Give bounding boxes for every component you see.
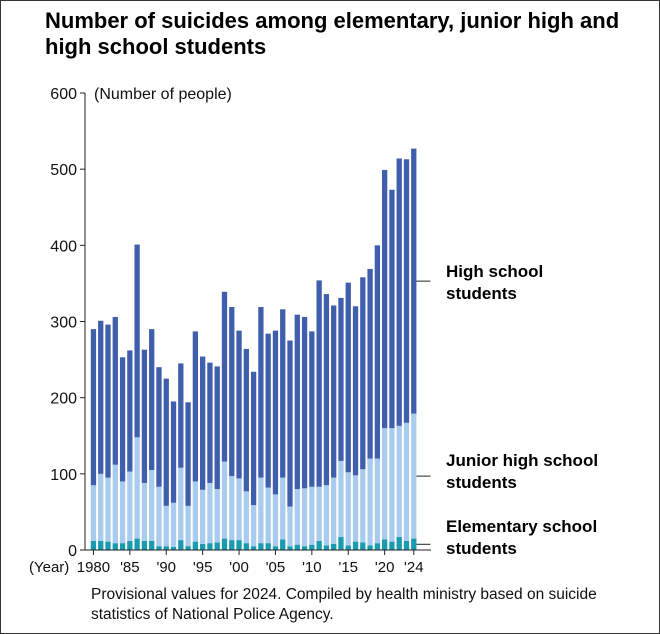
bar-high-school-2011 bbox=[316, 280, 321, 486]
y-tick-label-100: 100 bbox=[50, 466, 77, 484]
bar-high-school-1990 bbox=[164, 379, 169, 506]
bar-high-school-2012 bbox=[324, 294, 329, 485]
bar-junior-high-1988 bbox=[149, 470, 154, 541]
bar-elementary-2013 bbox=[331, 544, 336, 550]
y-tick-label-0: 0 bbox=[68, 543, 77, 560]
series-label-high-school-line-2: students bbox=[446, 284, 517, 303]
bar-high-school-1997 bbox=[215, 366, 220, 489]
bar-high-school-1980 bbox=[91, 329, 96, 485]
bar-junior-high-2010 bbox=[309, 487, 314, 545]
bar-elementary-1993 bbox=[185, 546, 190, 550]
bar-junior-high-1996 bbox=[207, 483, 212, 543]
bar-elementary-1986 bbox=[134, 539, 139, 550]
bar-elementary-2021 bbox=[389, 542, 394, 550]
bar-elementary-2009 bbox=[302, 546, 307, 550]
bar-junior-high-1997 bbox=[215, 489, 220, 542]
bar-elementary-2024 bbox=[411, 539, 416, 550]
bar-elementary-2019 bbox=[375, 543, 380, 550]
bar-junior-high-1998 bbox=[222, 462, 227, 539]
bar-high-school-2016 bbox=[353, 306, 358, 475]
bar-junior-high-2011 bbox=[316, 487, 321, 541]
bar-junior-high-2014 bbox=[338, 461, 343, 537]
bar-junior-high-2021 bbox=[389, 428, 394, 541]
bar-junior-high-1984 bbox=[120, 481, 125, 543]
bar-elementary-1987 bbox=[142, 541, 147, 550]
series-label-junior-high-line-1: Junior high school bbox=[446, 451, 599, 470]
bar-elementary-1998 bbox=[222, 539, 227, 550]
bar-junior-high-2002 bbox=[251, 505, 256, 546]
bar-elementary-1999 bbox=[229, 540, 234, 550]
bar-junior-high-1989 bbox=[156, 487, 161, 546]
bar-junior-high-2017 bbox=[360, 469, 365, 542]
bars-group bbox=[91, 149, 417, 550]
y-tick-label-400: 400 bbox=[50, 238, 77, 256]
y-axis-unit-label: (Number of people) bbox=[94, 86, 232, 103]
bar-high-school-1993 bbox=[185, 402, 190, 506]
bar-junior-high-2008 bbox=[295, 489, 300, 545]
bar-high-school-2013 bbox=[331, 306, 336, 478]
bar-junior-high-2000 bbox=[236, 478, 241, 540]
bar-junior-high-2003 bbox=[258, 478, 263, 544]
bar-junior-high-1994 bbox=[193, 481, 198, 541]
bar-elementary-1996 bbox=[207, 543, 212, 550]
bar-high-school-1983 bbox=[113, 317, 118, 465]
bar-junior-high-2012 bbox=[324, 485, 329, 545]
series-label-junior-high-line-2: students bbox=[446, 473, 517, 492]
bar-high-school-1985 bbox=[127, 350, 132, 471]
series-labels-group bbox=[416, 262, 598, 558]
bar-junior-high-1987 bbox=[142, 483, 147, 541]
bar-junior-high-1982 bbox=[105, 478, 110, 542]
bar-high-school-2022 bbox=[397, 159, 402, 426]
bar-high-school-1986 bbox=[134, 245, 139, 438]
bar-high-school-2008 bbox=[295, 315, 300, 489]
bar-high-school-2014 bbox=[338, 298, 343, 461]
bar-elementary-2001 bbox=[244, 543, 249, 550]
bar-high-school-2015 bbox=[346, 283, 351, 473]
bar-elementary-2011 bbox=[316, 541, 321, 550]
bar-high-school-1994 bbox=[193, 331, 198, 481]
footnote: Provisional values for 2024. Compiled by health ministry based on suicide statistics of National Police Agency. bbox=[91, 586, 597, 623]
x-tick-label-2020: '20 bbox=[374, 559, 395, 576]
bar-high-school-2009 bbox=[302, 317, 307, 488]
bar-elementary-2006 bbox=[280, 539, 285, 550]
bar-junior-high-2022 bbox=[397, 426, 402, 537]
bar-elementary-1988 bbox=[149, 541, 154, 550]
y-tick-label-300: 300 bbox=[50, 314, 77, 332]
bar-junior-high-1993 bbox=[185, 506, 190, 546]
bar-elementary-2010 bbox=[309, 545, 314, 550]
bar-elementary-1981 bbox=[98, 541, 103, 550]
bar-elementary-2003 bbox=[258, 543, 263, 550]
bar-high-school-1988 bbox=[149, 329, 154, 470]
bar-high-school-1999 bbox=[229, 307, 234, 476]
bar-high-school-1982 bbox=[105, 325, 110, 478]
bar-high-school-2020 bbox=[382, 170, 387, 428]
bar-junior-high-1981 bbox=[98, 474, 103, 541]
bar-junior-high-1985 bbox=[127, 472, 132, 541]
x-tick-label-2010: '10 bbox=[302, 559, 322, 576]
bar-junior-high-2007 bbox=[287, 507, 292, 547]
bar-high-school-2002 bbox=[251, 372, 256, 505]
series-label-high-school-line-1: High school bbox=[446, 262, 544, 281]
bar-elementary-1989 bbox=[156, 546, 161, 550]
bar-junior-high-2015 bbox=[346, 472, 351, 545]
x-axis-unit-label: (Year) bbox=[29, 559, 70, 576]
bar-junior-high-1991 bbox=[171, 503, 176, 547]
bar-junior-high-2013 bbox=[331, 478, 336, 544]
bar-elementary-2005 bbox=[273, 546, 278, 550]
bar-high-school-2004 bbox=[266, 334, 271, 488]
bar-junior-high-1995 bbox=[200, 490, 205, 544]
bar-high-school-1998 bbox=[222, 292, 227, 462]
bar-high-school-2005 bbox=[273, 331, 278, 495]
bar-elementary-1997 bbox=[215, 542, 220, 550]
bar-elementary-1990 bbox=[164, 546, 169, 550]
bar-elementary-2015 bbox=[346, 545, 351, 550]
bar-junior-high-2023 bbox=[404, 423, 409, 541]
bar-high-school-2001 bbox=[244, 349, 249, 491]
bar-high-school-2017 bbox=[360, 277, 365, 469]
bar-elementary-2022 bbox=[397, 537, 402, 550]
bar-elementary-2016 bbox=[353, 542, 358, 550]
bar-junior-high-2005 bbox=[273, 494, 278, 546]
x-tick-label-1980: 1980 bbox=[76, 559, 111, 576]
chart-title: Number of suicides among elementary, junior high and high school students bbox=[45, 8, 620, 59]
y-tick-label-200: 200 bbox=[50, 390, 77, 408]
bar-elementary-1983 bbox=[113, 543, 118, 550]
bar-high-school-2007 bbox=[287, 341, 292, 507]
bar-junior-high-1999 bbox=[229, 476, 234, 540]
x-tick-label-1995: '95 bbox=[192, 559, 213, 576]
bar-junior-high-2024 bbox=[411, 414, 416, 539]
bar-elementary-2017 bbox=[360, 542, 365, 550]
bar-elementary-1985 bbox=[127, 541, 132, 550]
series-label-elementary-line-1: Elementary school bbox=[446, 517, 598, 536]
y-tick-label-600: 600 bbox=[50, 86, 77, 103]
bar-elementary-2004 bbox=[266, 543, 271, 550]
bar-elementary-2007 bbox=[287, 546, 292, 550]
x-tick-label-1990: '90 bbox=[156, 559, 177, 576]
bar-high-school-2024 bbox=[411, 149, 416, 414]
bar-junior-high-2009 bbox=[302, 488, 307, 546]
bar-junior-high-2018 bbox=[367, 459, 372, 546]
bar-high-school-2019 bbox=[375, 245, 380, 458]
bar-elementary-2002 bbox=[251, 546, 256, 550]
bar-junior-high-2019 bbox=[375, 459, 380, 544]
bar-junior-high-2016 bbox=[353, 475, 358, 541]
bar-junior-high-2020 bbox=[382, 428, 387, 539]
bar-high-school-2021 bbox=[389, 190, 394, 428]
bar-high-school-2018 bbox=[367, 269, 372, 459]
bar-junior-high-1990 bbox=[164, 506, 169, 546]
bar-elementary-1992 bbox=[178, 540, 183, 550]
bar-elementary-2000 bbox=[236, 540, 241, 550]
x-tick-label-2000: '00 bbox=[229, 559, 249, 576]
bar-junior-high-1980 bbox=[91, 485, 96, 541]
y-tick-label-500: 500 bbox=[50, 162, 77, 180]
bar-elementary-1984 bbox=[120, 543, 125, 550]
x-tick-label-2005: '05 bbox=[265, 559, 286, 576]
bar-high-school-2000 bbox=[236, 331, 241, 479]
bar-elementary-2008 bbox=[295, 545, 300, 550]
bar-elementary-1995 bbox=[200, 544, 205, 550]
bar-elementary-2012 bbox=[324, 545, 329, 550]
bar-junior-high-2004 bbox=[266, 488, 271, 544]
bar-high-school-1991 bbox=[171, 401, 176, 502]
x-tick-label-1985: '85 bbox=[120, 559, 140, 576]
series-label-elementary-line-2: students bbox=[446, 539, 517, 558]
bar-elementary-1980 bbox=[91, 541, 96, 550]
bar-elementary-1994 bbox=[193, 542, 198, 550]
bar-high-school-1992 bbox=[178, 363, 183, 467]
bar-elementary-2018 bbox=[367, 545, 372, 550]
bar-high-school-1981 bbox=[98, 321, 103, 474]
bar-high-school-2023 bbox=[404, 159, 409, 423]
bar-high-school-1995 bbox=[200, 357, 205, 490]
x-tick-label-2015: '15 bbox=[338, 559, 359, 576]
bar-junior-high-1986 bbox=[134, 437, 139, 538]
bar-elementary-2020 bbox=[382, 539, 387, 550]
bar-high-school-1987 bbox=[142, 350, 147, 483]
stacked-bar-chart bbox=[1, 1, 659, 633]
bar-junior-high-2001 bbox=[244, 491, 249, 543]
bar-high-school-2006 bbox=[280, 309, 285, 477]
bar-elementary-2014 bbox=[338, 537, 343, 550]
bar-junior-high-1992 bbox=[178, 468, 183, 540]
bar-junior-high-2006 bbox=[280, 478, 285, 540]
bar-high-school-2010 bbox=[309, 331, 314, 486]
bar-junior-high-1983 bbox=[113, 465, 118, 543]
bar-elementary-2023 bbox=[404, 541, 409, 550]
x-tick-label-2024: '24 bbox=[403, 559, 424, 576]
bar-elementary-1982 bbox=[105, 542, 110, 550]
bar-high-school-1984 bbox=[120, 357, 125, 481]
bar-high-school-1989 bbox=[156, 367, 161, 487]
bar-high-school-2003 bbox=[258, 307, 263, 478]
bar-high-school-1996 bbox=[207, 363, 212, 483]
